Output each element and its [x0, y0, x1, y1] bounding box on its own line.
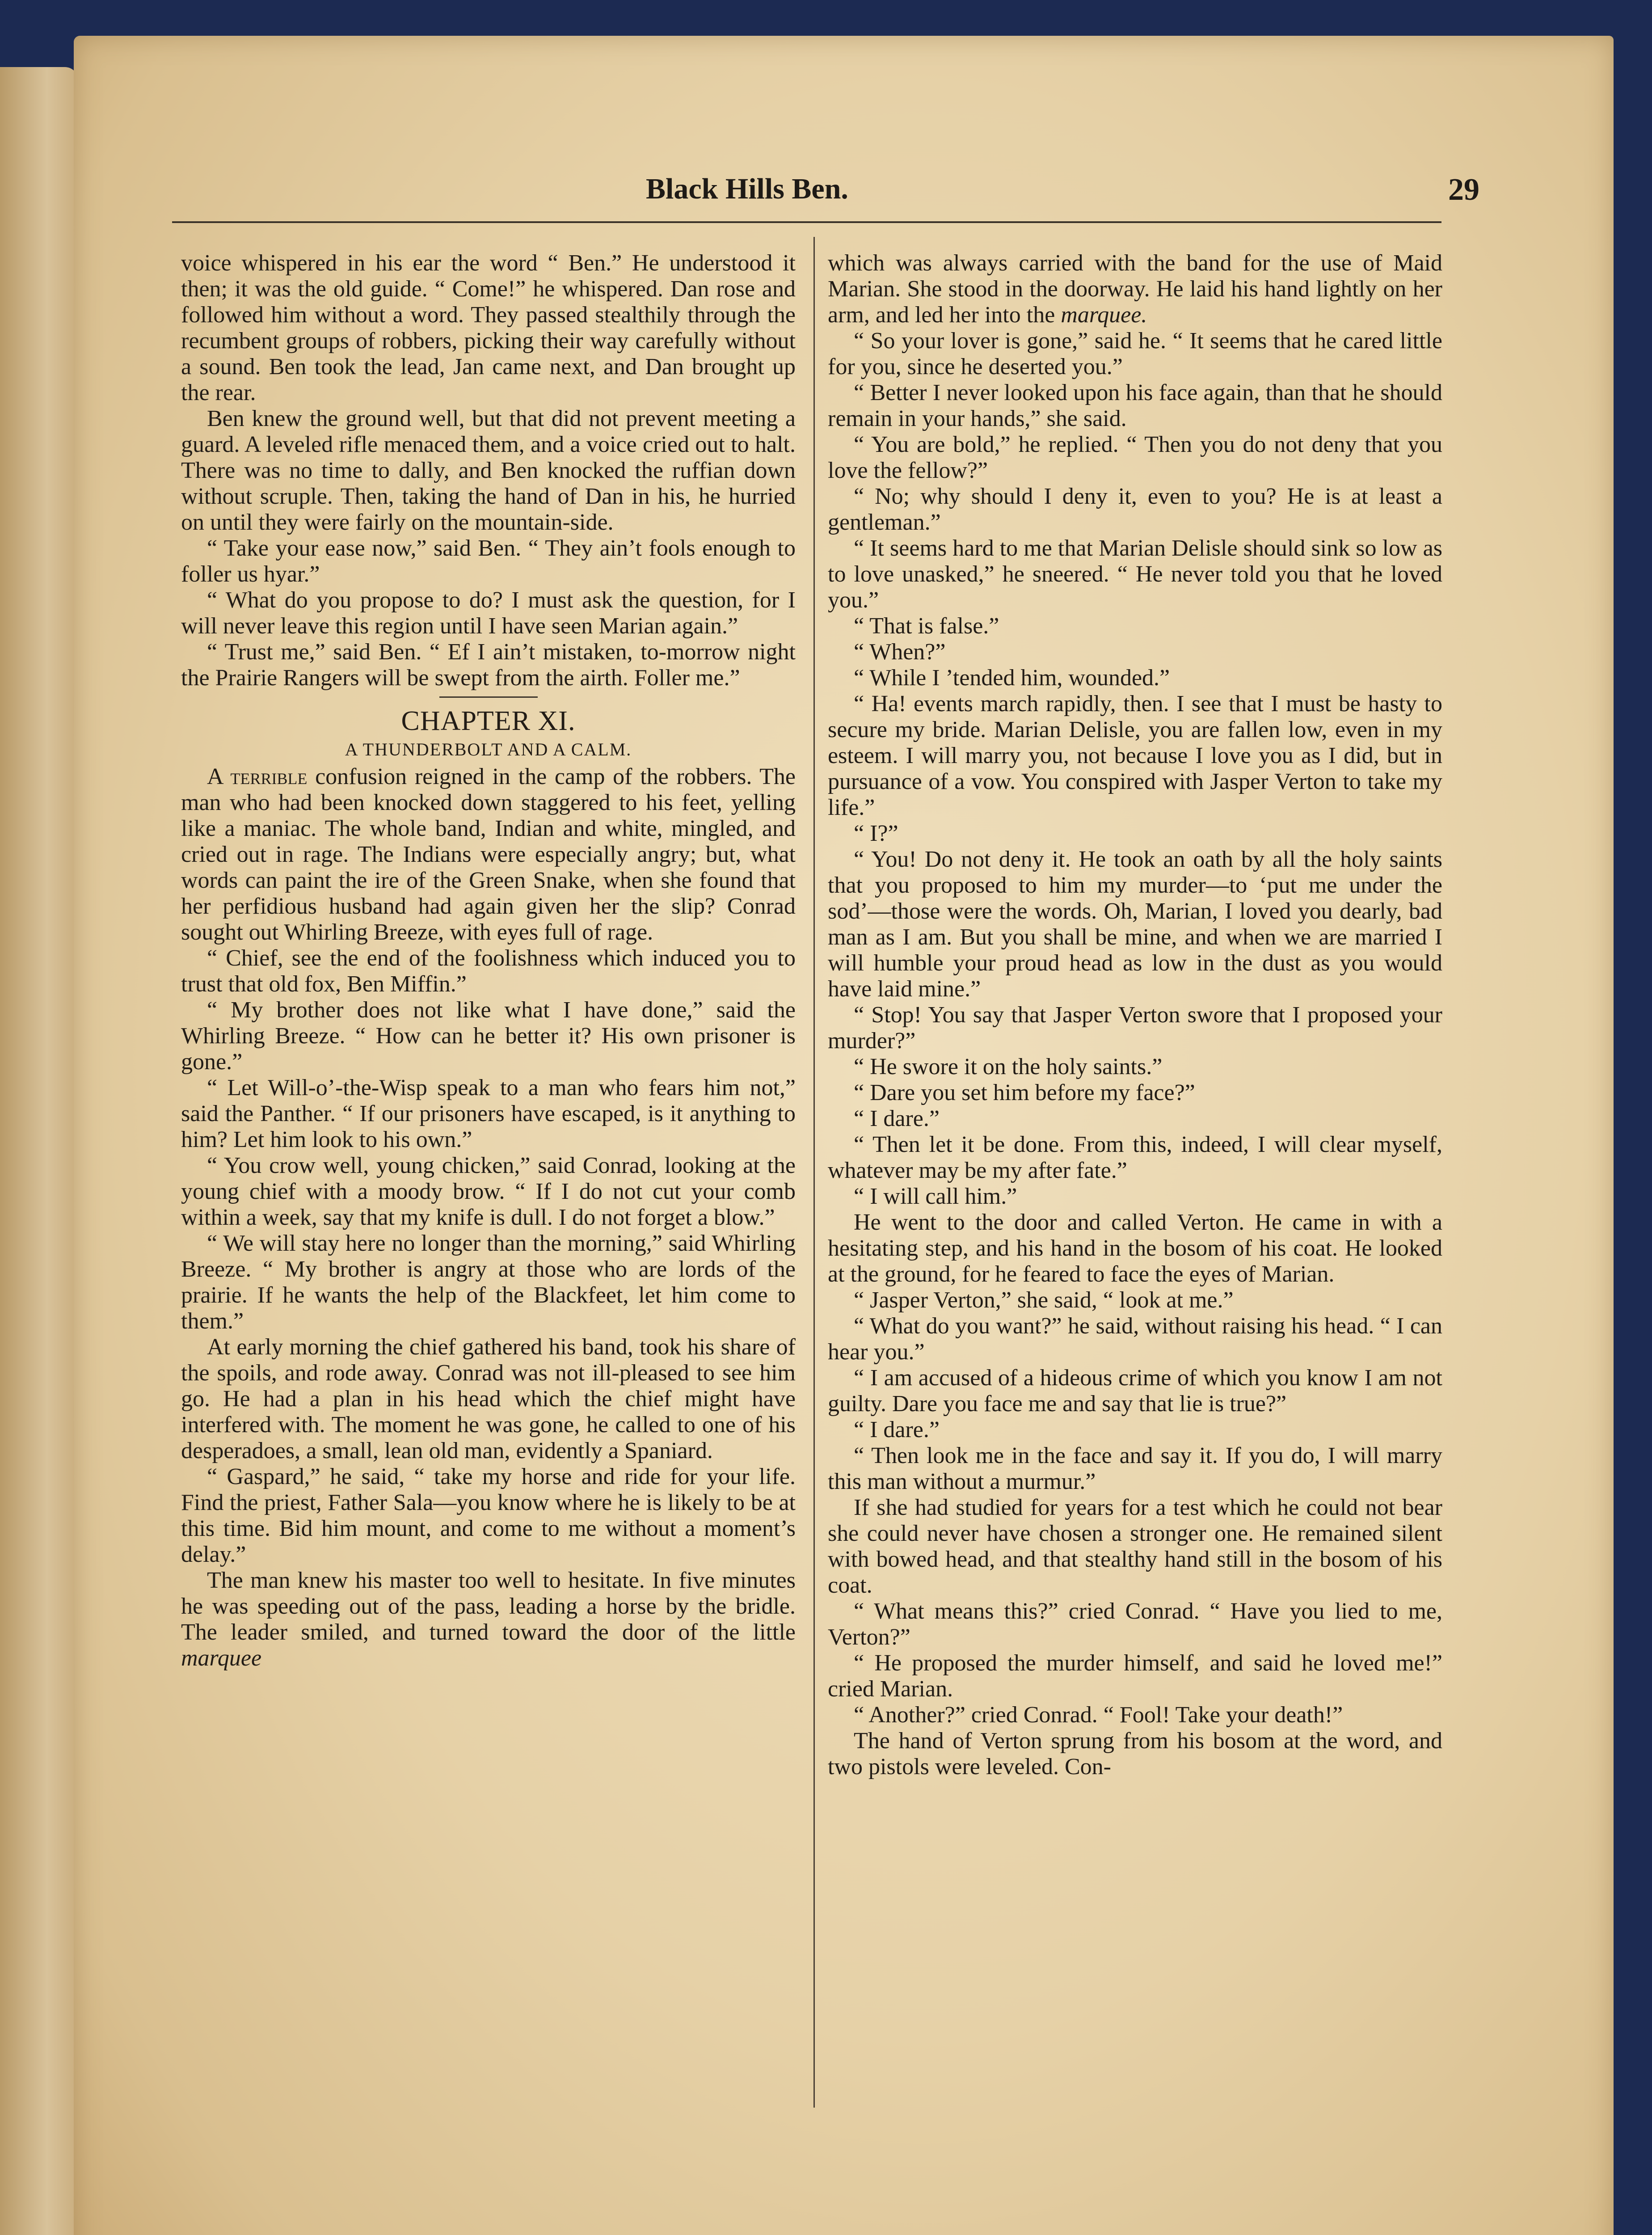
paragraph: “ It seems hard to me that Marian Delisle should sink so low as to love unasked,” he sneered. “ He never told you that he loved you.”	[828, 536, 1442, 613]
paragraph: “ Chief, see the end of the foolishness which induced you to trust that old fox, Ben Miffin.”	[181, 945, 796, 997]
header-rule	[172, 221, 1441, 223]
paragraph: “ While I ’tended him, wounded.”	[854, 665, 1170, 691]
previous-page-edge	[0, 67, 78, 2235]
italic-word: marquee.	[1061, 302, 1147, 328]
paragraph-text: confusion reigned in the camp of the robbers. The man who had been knocked down staggered to his feet, yelling like a maniac. The whole band, Indian and white, mingled, and cried out in rage. The Indians were especially angry; but, what words can paint the ire of the Green Snake, when she found that her perfidious husband had again given her the slip? Conrad sought out Whirling Breeze, with eyes full of rage.	[181, 764, 796, 945]
paragraph: The hand of Verton sprung from his bosom at the word, and two pistols were leveled. Con-	[828, 1728, 1442, 1780]
paragraph: “ Take your ease now,” said Ben. “ They ain’t fools enough to foller us hyar.”	[181, 536, 796, 587]
paragraph: “ Then let it be done. From this, indeed, I will clear myself, whatever may be my after fate.”	[828, 1132, 1442, 1183]
chapter-title: CHAPTER XI.	[401, 706, 576, 736]
paragraph: voice whispered in his ear the word “ Ben.” He understood it then; it was the old guide. “ Come!” he whispered. Dan rose and followed him without a word. They passed stealthily through the recumbent groups of robbers, picking their way carefully without a sound. Ben took the lead, Jan came next, and Dan brought up the rear.	[181, 250, 796, 405]
paragraph: “ Better I never looked upon his face again, than that he should remain in your hands,” she said.	[828, 380, 1442, 431]
paragraph: “ I dare.”	[854, 1417, 940, 1442]
chapter-rule	[439, 696, 538, 698]
paragraph: “ That is false.”	[854, 613, 999, 639]
paragraph: “ Let Will-o’-the-Wisp speak to a man who fears him not,” said the Panther. “ If our prisoners have escaped, is it anything to him? Let him look to his own.”	[181, 1075, 796, 1152]
paragraph	[828, 250, 1442, 328]
paragraph: “ I will call him.”	[854, 1184, 1017, 1209]
paragraph-text: which was always carried with the band for the use of Maid Marian. She stood in the doorway. He laid his hand lightly on her arm, and led her into the	[828, 250, 1442, 328]
paragraph: “ So your lover is gone,” said he. “ It seems that he cared little for you, since he deserted you.”	[828, 328, 1442, 380]
paragraph: “ Gaspard,” he said, “ take my horse and ride for your life. Find the priest, Father Sala—you know where he is likely to be at this time. Bid him mount, and come to me without a moment’s delay.”	[181, 1464, 796, 1567]
paragraph: “ When?”	[854, 639, 946, 665]
paragraph	[181, 1568, 796, 1671]
paragraph: “ What do you propose to do? I must ask the question, for I will never leave this region until I have seen Marian again.”	[181, 587, 796, 639]
paragraph: “ Stop! You say that Jasper Verton swore that I proposed your murder?”	[828, 1002, 1442, 1054]
column-divider	[813, 237, 815, 2108]
italic-word: marquee	[181, 1645, 262, 1671]
paragraph: “ Another?” cried Conrad. “ Fool! Take your death!”	[854, 1702, 1343, 1728]
paragraph: “ He proposed the murder himself, and said he loved me!” cried Marian.	[828, 1650, 1442, 1702]
paragraph	[181, 764, 796, 945]
right-column	[828, 250, 1442, 2117]
paragraph: “ Trust me,” said Ben. “ Ef I ain’t mistaken, to-morrow night the Prairie Rangers will be swept from the airth. Foller me.”	[181, 639, 796, 691]
paragraph: “ I dare.”	[854, 1106, 940, 1131]
paragraph: “ What do you want?” he said, without raising his head. “ I can hear you.”	[828, 1313, 1442, 1365]
paragraph: “ I?”	[854, 821, 898, 846]
paragraph: At early morning the chief gathered his band, took his share of the spoils, and rode away. Conrad was not ill-pleased to see him go. He had a plan in his head which the chief might have interfered with. The moment he was gone, he called to one of his desperadoes, a small, lean old man, evidently a Spaniard.	[181, 1334, 796, 1463]
paragraph: “ We will stay here no longer than the morning,” said Whirling Breeze. “ My brother is angry at those who are lords of the prairie. If he wants the help of the Blackfeet, let him come to them.”	[181, 1231, 796, 1334]
paragraph-text: The man knew his master too well to hesitate. In five minutes he was speeding out of the pass, leading a horse by the bridle. The leader smiled, and turned toward the door of the little	[181, 1568, 796, 1645]
paragraph: Ben knew the ground well, but that did not prevent meeting a guard. A leveled rifle menaced them, and a voice cried out to halt. There was no time to dally, and Ben knocked the ruffian down without scruple. Then, taking the hand of Dan in his, he hurried on until they were fairly on the mountain-side.	[181, 406, 796, 535]
left-column	[181, 250, 796, 2117]
paragraph: “ Then look me in the face and say it. If you do, I will marry this man without a murmur.”	[828, 1443, 1442, 1494]
paragraph: “ You are bold,” he replied. “ Then you do not deny that you love the fellow?”	[828, 432, 1442, 483]
paragraph: “ You crow well, young chicken,” said Conrad, looking at the young chief with a moody brow. “ If I do not cut your comb within a week, say that my knife is dull. I do not forget a blow.”	[181, 1153, 796, 1230]
paragraph: “ He swore it on the holy saints.”	[854, 1054, 1163, 1080]
paragraph: If she had studied for years for a test which he could not bear she could never have chosen a stronger one. He remained silent with bowed head, and that stealthy hand still in the bosom of his coat.	[828, 1495, 1442, 1598]
paragraph: He went to the door and called Verton. He came in with a hesitating step, and his hand in the bosom of his coat. He looked at the ground, for he feared to face the eyes of Marian.	[828, 1210, 1442, 1287]
paragraph: “ No; why should I deny it, even to you? He is at least a gentleman.”	[828, 484, 1442, 535]
paragraph: “ Ha! events march rapidly, then. I see that I must be hasty to secure my bride. Marian Delisle, you are fallen low, even in my esteem. I will marry you, not because I love you as I did, but in pursuance of a vow. You conspired with Jasper Verton to take my life.”	[828, 691, 1442, 820]
page-number: 29	[1448, 173, 1479, 207]
paragraph: “ Jasper Verton,” she said, “ look at me.”	[854, 1287, 1234, 1313]
paragraph: “ What means this?” cried Conrad. “ Have you lied to me, Verton?”	[828, 1598, 1442, 1650]
lead-in-smallcaps: A terrible	[207, 764, 308, 789]
chapter-subtitle: A THUNDERBOLT AND A CALM.	[345, 739, 632, 759]
paragraph: “ My brother does not like what I have done,” said the Whirling Breeze. “ How can he better it? His own prisoner is gone.”	[181, 997, 796, 1075]
running-head-title: Black Hills Ben.	[646, 173, 848, 205]
paragraph: “ You! Do not deny it. He took an oath by all the holy saints that you proposed to him my murder—to ‘put me under the sod’—those were the words. Oh, Marian, I loved you dearly, bad man as I am. But you shall be mine, and when we are married I will humble your proud head as low in the dust as you would have laid mine.”	[828, 847, 1442, 1002]
paragraph: “ Dare you set him before my face?”	[854, 1080, 1195, 1105]
paragraph: “ I am accused of a hideous crime of which you know I am not guilty. Dare you face me and say that lie is true?”	[828, 1365, 1442, 1417]
